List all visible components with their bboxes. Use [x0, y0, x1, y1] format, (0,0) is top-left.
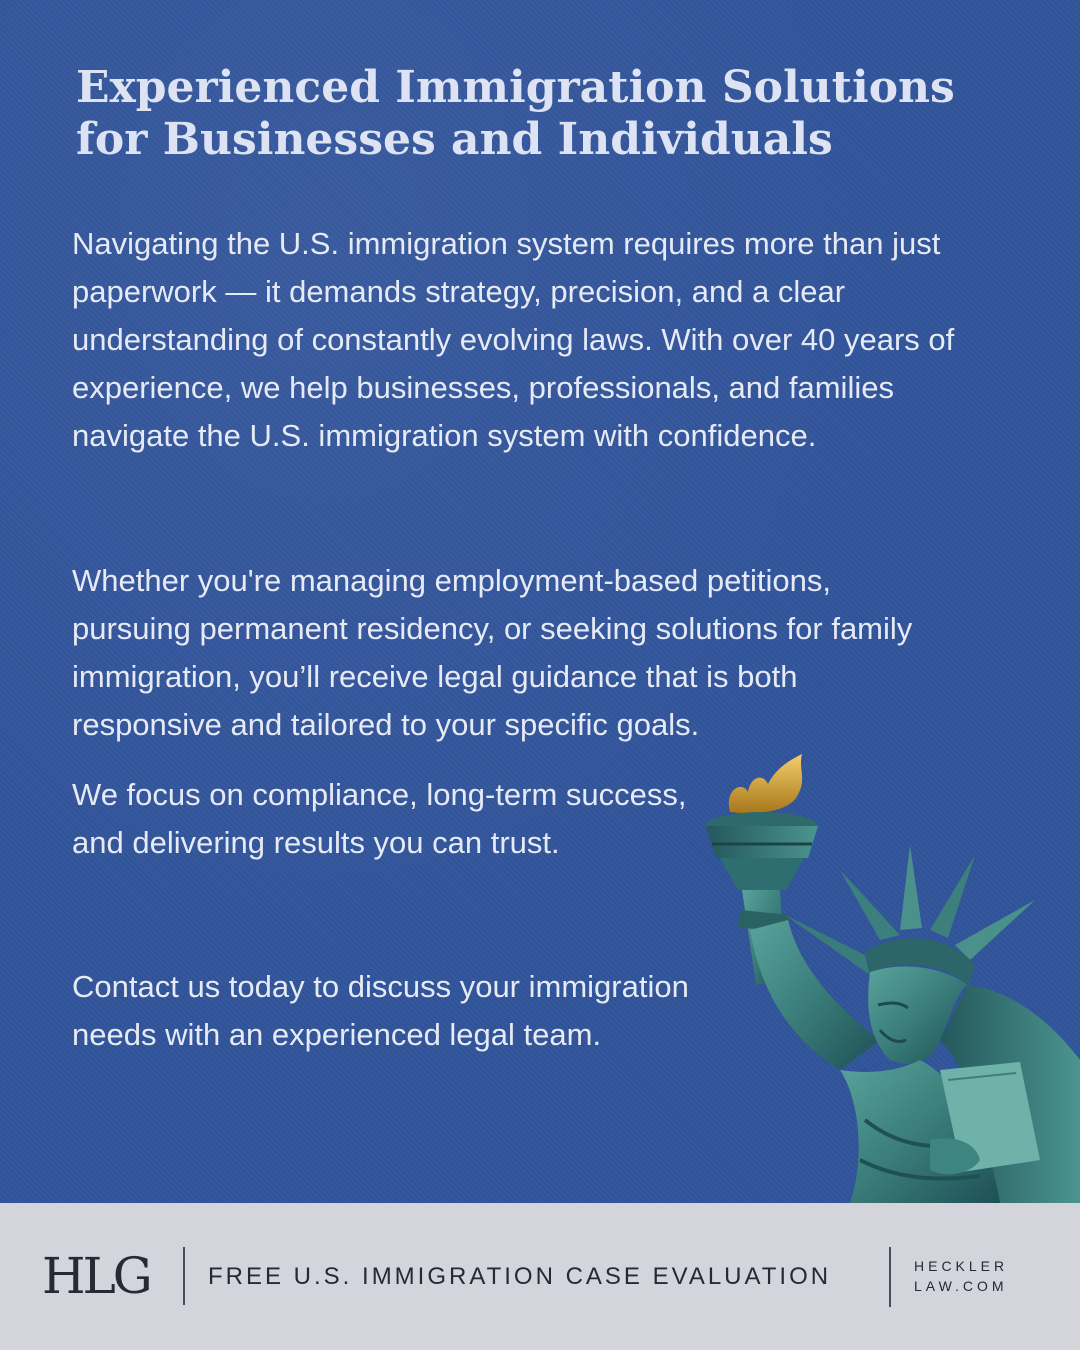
intro-paragraph: Navigating the U.S. immigration system requires more than just paperwork — it demands strategy, precision, and a clear understanding of constantly evolving laws. With over 40 years of experience, we help businesses, professionals, and families navigate the U.S. immigration system with confidence. — [72, 226, 955, 453]
contact-paragraph: Contact us today to discuss your immigration needs with an experienced legal team. — [72, 969, 689, 1052]
footer-divider-right — [889, 1247, 891, 1307]
footer-bar — [0, 1203, 1080, 1350]
headline-line-2: for Businesses and Individuals — [76, 114, 833, 165]
case-evaluation-cta[interactable]: FREE U.S. IMMIGRATION CASE EVALUATION — [208, 1263, 832, 1290]
focus-paragraph: We focus on compliance, long-term success, and delivering results you can trust. — [72, 777, 687, 860]
headline — [76, 62, 1036, 166]
website-link[interactable] — [914, 1256, 1008, 1296]
statue-of-liberty-illustration — [690, 740, 1080, 1203]
headline-line-1: Experienced Immigration Solutions — [76, 62, 955, 113]
website-line-2: LAW.COM — [914, 1278, 1008, 1294]
hlg-logo[interactable]: HLG — [42, 1247, 150, 1305]
footer-divider-left — [183, 1247, 185, 1305]
services-paragraph: Whether you're managing employment-based petitions, pursuing permanent residency, or seeking solutions for family immigration, you’ll receive legal guidance that is both responsive and tailored to your specific goals. — [72, 563, 913, 742]
website-line-1: HECKLER — [914, 1258, 1009, 1274]
